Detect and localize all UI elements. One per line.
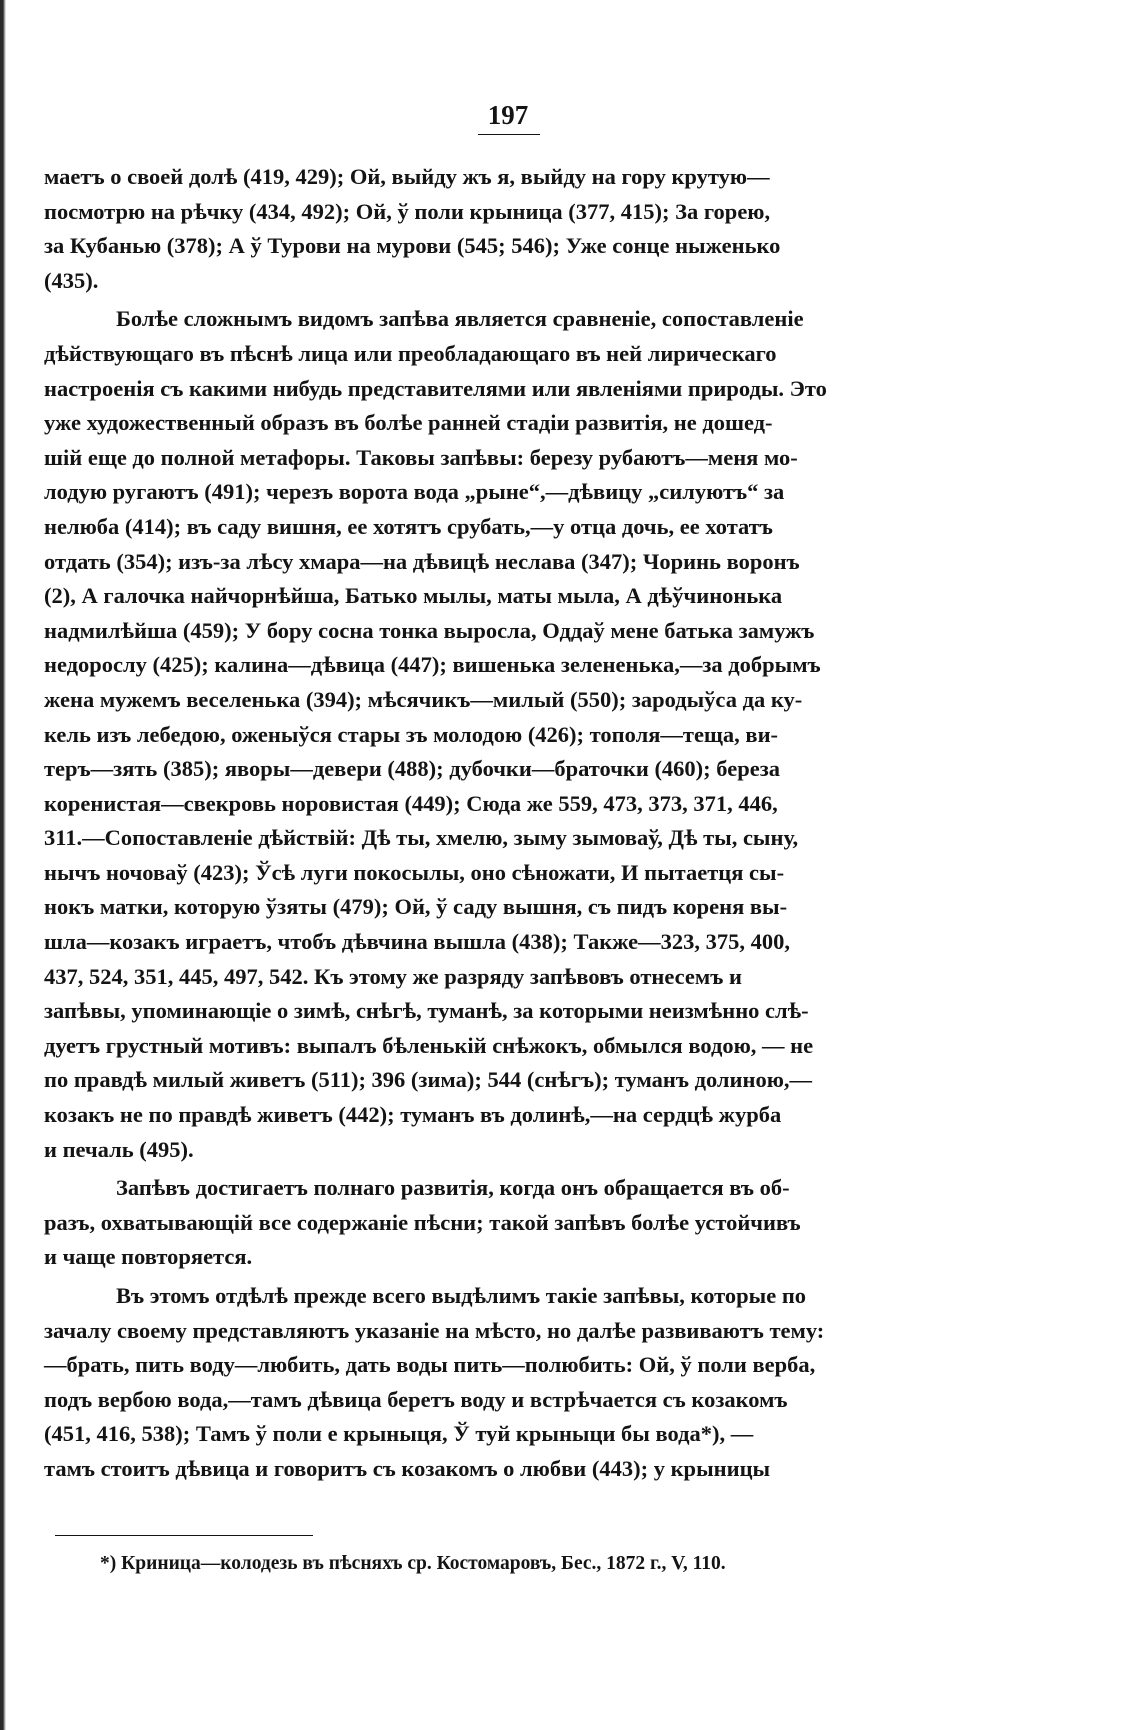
text-line: шій еще до полной метафоры. Таковы запѣвы: березу рубаютъ—меня мо-	[44, 444, 798, 470]
footnote-separator	[55, 1535, 313, 1536]
text-line: запѣвы, упоминающіе о зимѣ, снѣгѣ, туманѣ, за которыми неизмѣнно слѣ-	[44, 998, 809, 1024]
text-line: теръ—зять (385); яворы—девери (488); дубочки—браточки (460); береза	[44, 756, 781, 782]
text-line: —брать, пить воду—любить, дать воды пить—полюбить: Ой, ў поли верба,	[44, 1352, 816, 1378]
text-line: Запѣвъ достигаетъ полнаго развитія, когда онъ обращается въ об-	[116, 1175, 790, 1201]
text-line: по правдѣ милый живетъ (511); 396 (зима); 544 (снѣгъ); туманъ долиною,—	[44, 1067, 813, 1093]
text-line: и чаще повторяется.	[44, 1244, 253, 1270]
text-line: отдать (354); изъ-за лѣсу хмара—на дѣвицѣ неслава (347); Чоринь воронъ	[44, 548, 800, 574]
text-line: дѣйствующаго въ пѣснѣ лица или преобладающаго въ ней лирическаго	[44, 340, 777, 366]
text-line: жена мужемъ веселенька (394); мѣсячикъ—милый (550); зародыўса да ку-	[44, 686, 803, 712]
paragraph	[44, 1171, 955, 1275]
text-line: 437, 524, 351, 445, 497, 542. Къ этому же разряду запѣвовъ отнесемъ и	[44, 963, 742, 989]
paragraph	[44, 1279, 955, 1487]
text-line: подъ вербою вода,—тамъ дѣвица беретъ воду и встрѣчается съ козакомъ	[44, 1386, 788, 1412]
text-line: Въ этомъ отдѣлѣ прежде всего выдѣлимъ такіе запѣвы, которые по	[116, 1283, 807, 1308]
footnote: *) Криница—колодезь въ пѣсняхъ ср. Костомаровъ, Бес., 1872 г., V, 110.	[100, 1553, 726, 1574]
text-line: коренистая—свекровь норовистая (449); Сюда же 559, 473, 373, 371, 446,	[44, 790, 778, 816]
text-line: 311.—Сопоставленіе дѣйствій: Дѣ ты, хмелю, зыму зымоваў, Дѣ ты, сыну,	[44, 825, 799, 851]
text-line: маетъ о своей долѣ (419, 429); Ой, выйду жъ я, выйду на гору крутую—	[44, 164, 770, 189]
text-line: нокъ матки, которую ўзяты (479); Ой, ў саду вышня, съ пидъ кореня вы-	[44, 894, 788, 920]
text-line: лодую ругаютъ (491); черезъ ворота вода „рыне“,—дѣвицу „силуютъ“ за	[44, 479, 785, 505]
text-line: настроенія съ какими нибудь представителями или явленіями природы. Это	[44, 375, 827, 401]
text-line: (451, 416, 538); Тамъ ў поли е крыныця, Ў туй крыныци бы вода*), —	[44, 1421, 754, 1447]
text-line: надмилѣйша (459); У бору сосна тонка выросла, Оддаў мене батька замужъ	[44, 617, 815, 643]
text-line: шла—козакъ играетъ, чтобъ дѣвчина вышла (438); Также—323, 375, 400,	[44, 929, 791, 955]
text-line: Болѣе сложнымъ видомъ запѣва является сравненіе, сопоставленіе	[116, 306, 804, 332]
text-line: дуетъ грустный мотивъ: выпалъ бѣленькій снѣжокъ, обмылся водою, — не	[44, 1032, 814, 1058]
paragraph	[44, 160, 955, 298]
text-line: разъ, охватывающій все содержаніе пѣсни; такой запѣвъ болѣе устойчивъ	[44, 1209, 801, 1235]
text-line: нычъ ночоваў (423); Ўсѣ луги покосылы, оно сѣножати, И пытаетця сы-	[44, 859, 785, 885]
text-line: козакъ не по правдѣ живетъ (442); туманъ въ долинѣ,—на сердцѣ журба	[44, 1102, 782, 1128]
text-line: нелюба (414); въ саду вишня, ее хотятъ срубать,—у отца дочь, ее хотатъ	[44, 513, 773, 539]
text-line: (2), А галочка найчорнѣйша, Батько мылы, маты мыла, А дѣўчинонька	[44, 583, 783, 609]
text-line: за Кубанью (378); А ў Турови на мурови (545; 546); Уже сонце ныженько	[44, 233, 781, 259]
page-number: 197	[487, 100, 529, 130]
text-line: зачалу своему представляютъ указаніе на мѣсто, но далѣе развиваютъ тему:	[44, 1317, 825, 1343]
text-line: и печаль (495).	[44, 1136, 194, 1162]
text-line: недорослу (425); калина—дѣвица (447); вишенька зелененька,—за добрымъ	[44, 652, 821, 678]
text-line: (435).	[44, 267, 99, 293]
paragraph	[44, 302, 955, 1167]
text-line: тамъ стоитъ дѣвица и говоритъ съ козакомъ о любви (443); у крыницы	[44, 1455, 771, 1481]
text-line: кель изъ лебедою, оженыўся стары зъ молодою (426); тополя—теща, ви-	[44, 721, 779, 747]
body-text	[44, 160, 955, 1487]
page-number-underline	[478, 134, 540, 135]
text-line: посмотрю на рѣчку (434, 492); Ой, ў поли крыница (377, 415); За горею,	[44, 198, 771, 224]
book-spine-edge	[0, 0, 6, 1730]
text-line: уже художественный образъ въ болѣе ранней стадіи развитія, не дошед-	[44, 410, 773, 436]
